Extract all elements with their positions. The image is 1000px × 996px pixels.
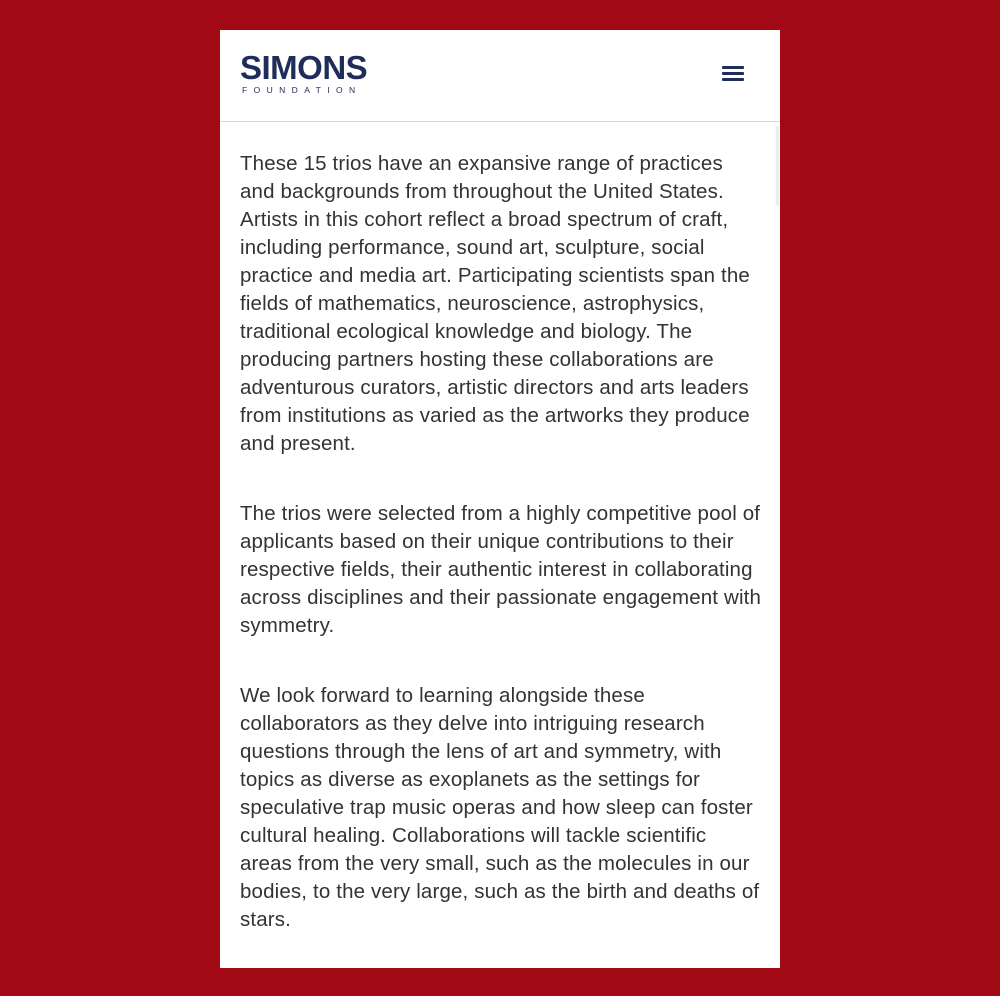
logo-wordmark: SIMONS [240,49,368,86]
article-paragraph-3: We look forward to learning alongside these collaborators as they delve into intriguing research questions through the lens of art and symmetry, with topics as diverse as exoplanets as the settings for speculative trap music operas and how sleep can foster cultural healing. Collaborations will tackle scientific areas from the very small, such as the molecules in our bodies, to the very large, such as the birth and deaths of stars. [240,684,760,931]
menu-bar-middle [722,72,744,75]
mobile-page-frame [220,30,780,968]
article-body [240,150,762,968]
logo-subtext: FOUNDATION [242,85,362,95]
menu-bar-top [722,66,744,69]
site-header [220,30,780,122]
article-paragraph-2: The trios were selected from a highly competitive pool of applicants based on their unique contributions to their respective fields, their authentic interest in collaborating across disciplines and their passionate engagement with symmetry. [240,502,762,637]
hamburger-menu-icon[interactable] [716,58,750,88]
scroll-indicator[interactable] [776,126,779,206]
simons-foundation-logo[interactable] [240,50,410,98]
menu-bar-bottom [722,78,744,81]
article-paragraph-1: These 15 trios have an expansive range of practices and backgrounds from throughout the United States. Artists in this cohort reflect a broad spectrum of craft, including performance, sound art, sculpture, social practice and media art. Participating scientists span the fields of mathematics, neuroscience, astrophysics, traditional ecological knowledge and biology. The producing partners hosting these collaborations are adventurous curators, artistic directors and arts leaders from institutions as varied as the artworks they produce and present. [240,152,750,455]
